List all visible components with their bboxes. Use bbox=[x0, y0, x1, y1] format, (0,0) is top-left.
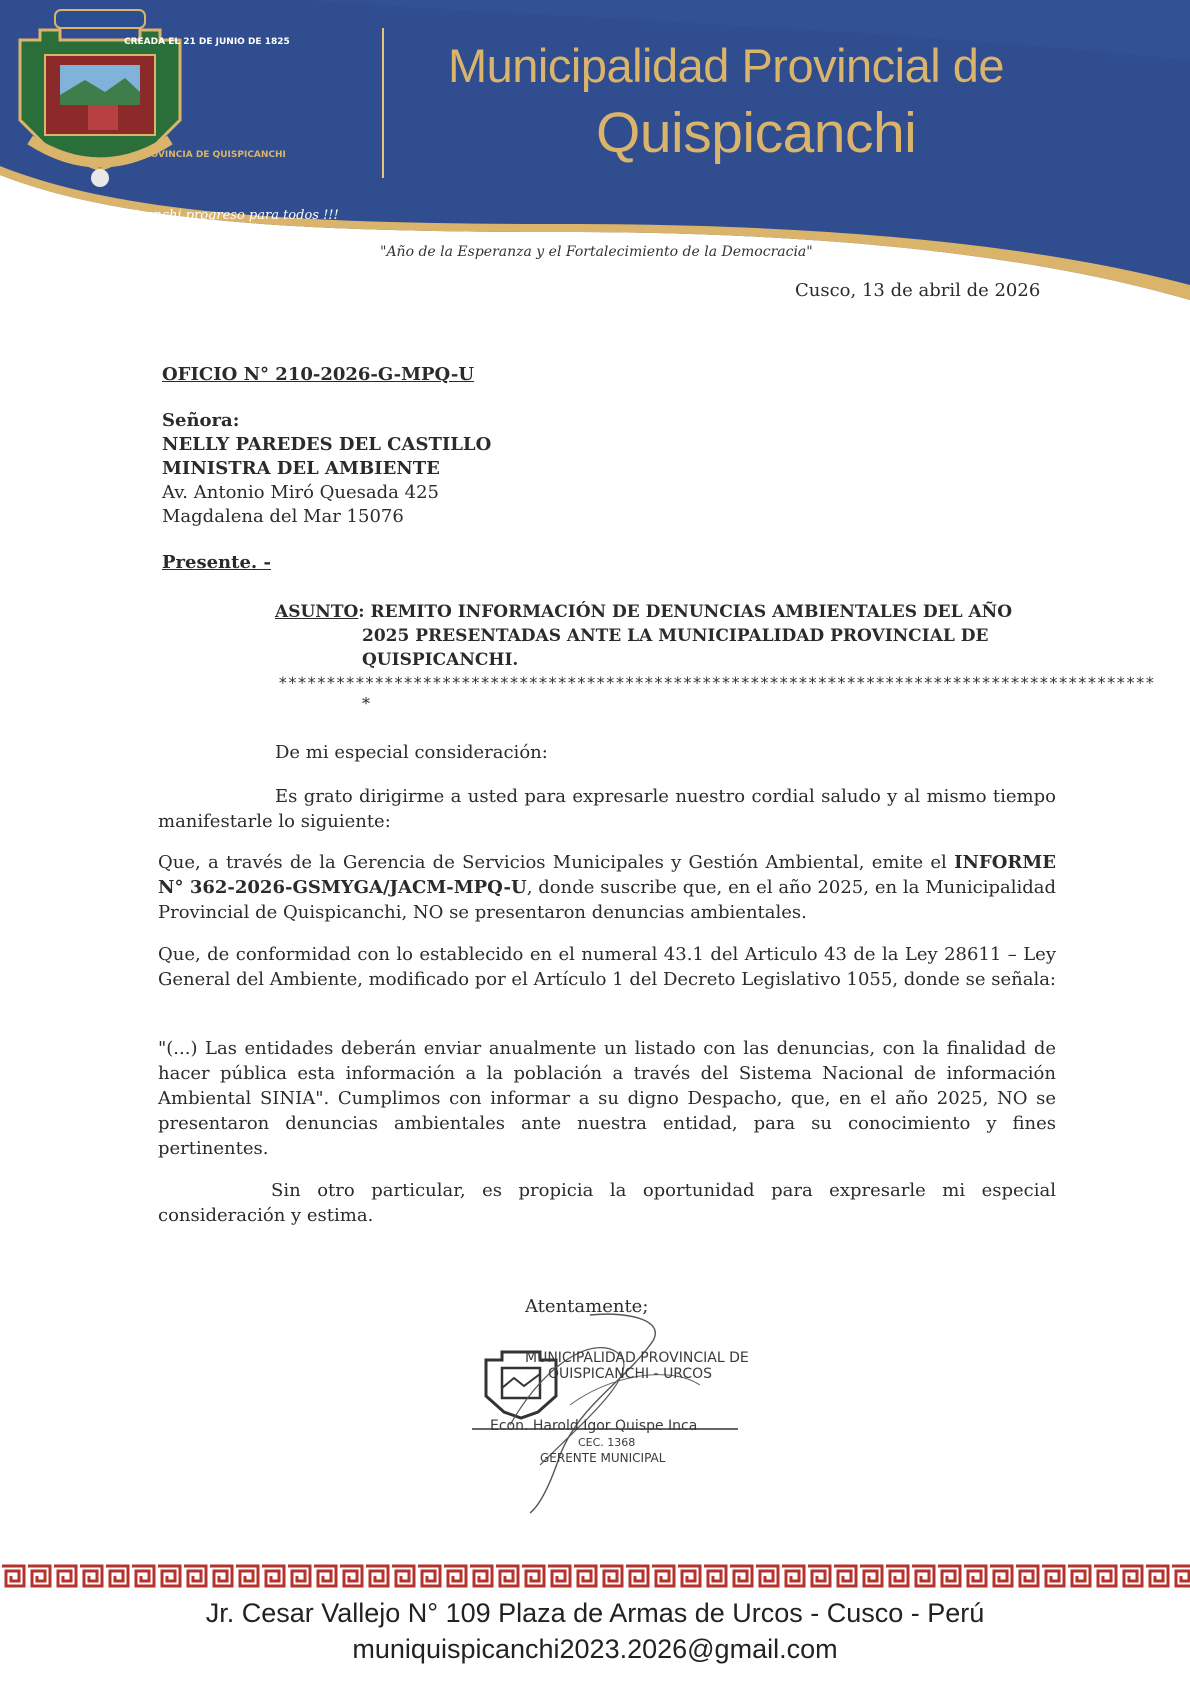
municipality-title-line2: Quispicanchi bbox=[596, 101, 917, 165]
stamp-line1: MUNICIPALIDAD PROVINCIAL DE bbox=[525, 1350, 749, 1366]
municipal-slogan: Quispicanchi progreso para todos !!! bbox=[96, 208, 339, 223]
recipient-role: MINISTRA DEL AMBIENTE bbox=[162, 458, 440, 479]
header-divider bbox=[382, 28, 384, 178]
footer-email[interactable]: muniquispicanchi2023.2026@gmail.com bbox=[352, 1634, 838, 1664]
recipient-name: NELLY PAREDES DEL CASTILLO bbox=[162, 434, 492, 455]
place-date: Cusco, 13 de abril de 2026 bbox=[795, 280, 1041, 301]
letterhead bbox=[0, 0, 1190, 300]
paragraph-1: Es grato dirigirme a usted para expresarle nuestro cordial saludo y al mismo tiempo manifestarle lo siguiente: bbox=[158, 786, 1056, 832]
paragraph-5: Sin otro particular, es propicia la oportunidad para expresarle mi especial consideración y estima. bbox=[158, 1180, 1056, 1226]
paragraph-2-rest: , donde suscribe que, en el año 2025, en la Municipalidad Provincial de Quispicanchi, NO se presentaron denuncias ambientales. bbox=[158, 877, 1056, 923]
subject-label: ASUNTO bbox=[275, 602, 359, 622]
footer-address: Jr. Cesar Vallejo N° 109 Plaza de Armas de Urcos - Cusco - Perú bbox=[205, 1598, 985, 1628]
municipality-title-line1: Municipalidad Provincial de bbox=[448, 39, 1005, 92]
handwritten-signature bbox=[470, 1315, 750, 1515]
presente: Presente. - bbox=[162, 552, 271, 573]
signer-cec: CEC. 1368 bbox=[578, 1436, 636, 1449]
signer-name: Econ. Harold Igor Quispe Inca bbox=[490, 1418, 698, 1434]
recipient-address-line2: Magdalena del Mar 15076 bbox=[162, 506, 404, 527]
asterisk-separator-tail: * bbox=[362, 694, 370, 713]
salutation-title: Señora: bbox=[162, 410, 240, 431]
asterisk-separator: ******************************************************************************************* bbox=[278, 673, 1155, 692]
greeting: De mi especial consideración: bbox=[275, 742, 548, 763]
paragraph-2 bbox=[158, 850, 1056, 925]
paragraph-3: Que, de conformidad con lo establecido en el numeral 43.1 del Articulo 43 de la Ley 28611 – Ley General del Ambiente, modificado por el Artículo 1 del Decreto Legislativo 1055, donde se señala: bbox=[158, 944, 1056, 990]
paragraph-4: "(...) Las entidades deberán enviar anualmente un listado con las denuncias, con la finalidad de hacer pública esta información a la población a través del Sistema Nacional de información Ambiental SINIA". Cumplimos con informar a su digno Despacho, que, en el año 2025, NO se presentaron denuncias ambientales ante nuestra entidad, para su conocimiento y fines pertinentes. bbox=[158, 1038, 1056, 1159]
subject-line2: 2025 PRESENTADAS ANTE LA MUNICIPALIDAD PROVINCIAL DE bbox=[362, 626, 989, 646]
report-reference: INFORME N° 362-2026-GSMYGA/JACM-MPQ-U bbox=[158, 852, 1056, 898]
subject-line1-text: : REMITO INFORMACIÓN DE DENUNCIAS AMBIENTALES DEL AÑO bbox=[358, 602, 1013, 622]
subject-line3: QUISPICANCHI. bbox=[362, 650, 519, 670]
document-reference: OFICIO N° 210-2026-G-MPQ-U bbox=[162, 364, 475, 385]
crest-ribbon-text: PROVINCIA DE QUISPICANCHI bbox=[137, 150, 286, 160]
crest-banner-text: CREADA EL 21 DE JUNIO DE 1825 bbox=[124, 37, 290, 47]
signer-role: GERENTE MUNICIPAL bbox=[540, 1451, 666, 1465]
paragraph-2-intro: Que, a través de la Gerencia de Servicios Municipales y Gestión Ambiental, emite el bbox=[158, 852, 955, 873]
greek-key-border bbox=[0, 1563, 1190, 1589]
stamp-line2: QUISPICANCHI - URCOS bbox=[548, 1366, 713, 1382]
municipal-crest-logo bbox=[0, 0, 200, 190]
closing: Atentamente; bbox=[525, 1296, 649, 1317]
year-motto: "Año de la Esperanza y el Fortalecimiento de la Democracia" bbox=[380, 244, 813, 260]
recipient-address-line1: Av. Antonio Miró Quesada 425 bbox=[162, 482, 439, 503]
subject-line1 bbox=[275, 602, 1012, 622]
